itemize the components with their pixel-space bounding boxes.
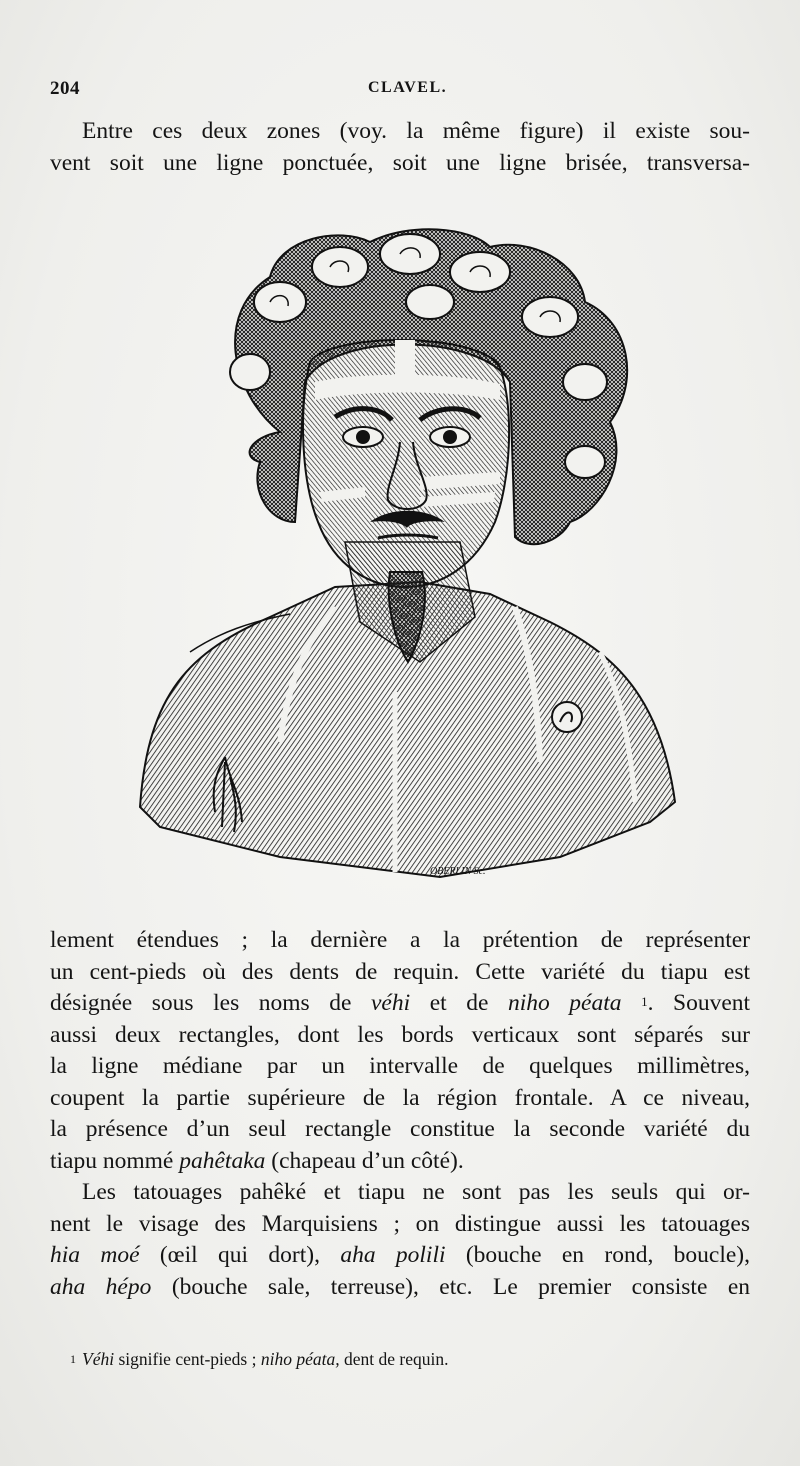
- term-vehi: véhi: [371, 990, 411, 1016]
- term-hia-moe: hia moé: [50, 1242, 140, 1268]
- page-number: 204: [50, 78, 80, 99]
- engraved-portrait: [130, 222, 690, 882]
- text-line: [50, 988, 750, 1020]
- text-run: désignée sous les noms de: [50, 990, 352, 1016]
- footnote-mark: 1: [70, 1352, 76, 1366]
- footnote: [70, 1347, 750, 1371]
- text-run: (chapeau d’un côté).: [271, 1147, 464, 1174]
- text-line: un cent-pieds où des dents de requin. Cette variété du tiapu est: [50, 958, 750, 985]
- term-aha-polili: aha polili: [340, 1242, 446, 1268]
- footnote-ref[interactable]: 1: [641, 994, 648, 1009]
- text-run: tiapu nommé: [50, 1147, 174, 1174]
- text-line: nent le visage des Marquisiens ; on distingue aussi les tatouages: [50, 1210, 750, 1237]
- text-line: Entre ces deux zones (voy. la même figure) il existe sou-: [82, 118, 750, 144]
- text-line: vent soit une ligne ponctuée, soit une ligne brisée, transversa-: [50, 149, 750, 176]
- top-paragraph: [50, 116, 750, 179]
- text-run: . Souvent: [647, 990, 750, 1016]
- term-pahetaka: pahêtaka: [179, 1147, 266, 1174]
- running-head: CLAVEL.: [368, 79, 448, 96]
- text-line: [50, 1272, 750, 1304]
- term-aha-hepo: aha hépo: [50, 1273, 152, 1300]
- engraver-signature: OBERLIN Sc.: [430, 866, 486, 877]
- text-line: lement étendues ; la dernière a la prétention de représenter: [50, 927, 750, 953]
- page-header: [50, 78, 750, 108]
- text-line: Les tatouages pahêké et tiapu ne sont pas les seuls qui or-: [82, 1179, 750, 1205]
- footnote-text: signifie cent-pieds ;: [118, 1349, 257, 1369]
- footnote-term-vehi: Véhi: [82, 1349, 115, 1369]
- text-run: (œil qui dort),: [159, 1242, 320, 1268]
- text-line: la présence d’un seul rectangle constitue la seconde variété du: [50, 1116, 750, 1142]
- term-niho-peata: niho péata: [507, 990, 622, 1016]
- text-line: aussi deux rectangles, dont les bords verticaux sont séparés sur: [50, 1021, 750, 1048]
- text-run: et de: [429, 990, 489, 1016]
- text-line: [50, 1146, 750, 1178]
- text-run: (bouche en rond, boucle),: [465, 1242, 750, 1268]
- text-line: [50, 1240, 750, 1272]
- text-line: la ligne médiane par un intervalle de quelques millimètres,: [50, 1053, 750, 1079]
- bottom-paragraphs: [50, 925, 750, 1303]
- text-run: (bouche sale, terreuse), etc. Le premier consiste en: [171, 1273, 750, 1300]
- footnote-term-niho-peata: niho péata,: [260, 1349, 340, 1369]
- footnote-text: dent de requin.: [343, 1349, 449, 1369]
- text-line: coupent la partie supérieure de la région frontale. A ce niveau,: [50, 1084, 750, 1111]
